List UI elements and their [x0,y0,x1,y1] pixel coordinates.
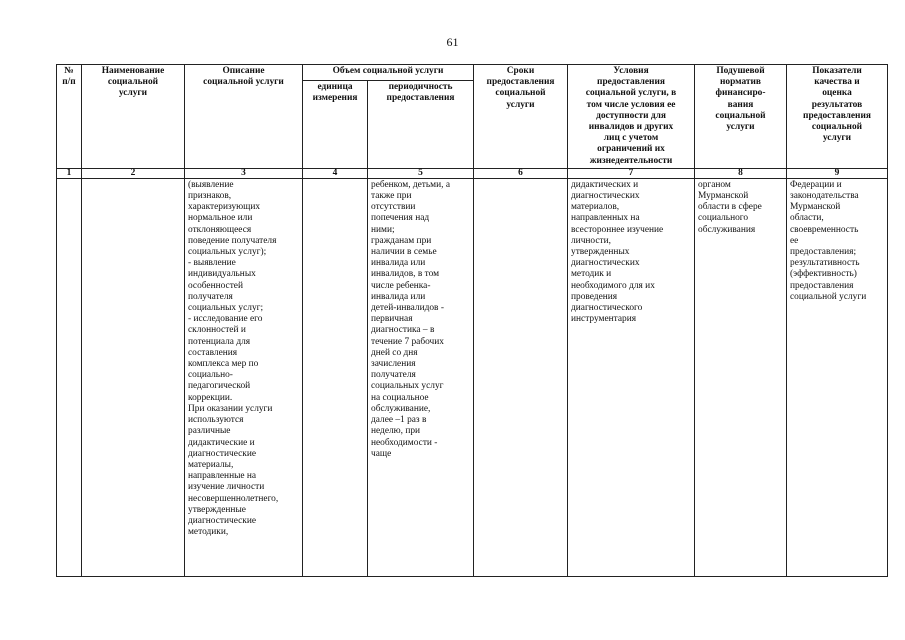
header-quality-indicators: Показатели качества и оценка результатов предоставления социальной услуги [787,65,888,169]
header-number: № п/п [57,65,82,169]
cell-funding-standard: органом Мурманской области в сфере социального обслуживания [695,178,787,576]
cell-service-name [82,178,185,576]
column-number: 6 [474,168,568,178]
cell-number [57,178,82,576]
social-services-table [56,64,888,577]
header-service-description: Описание социальной услуги [185,65,303,169]
page-number: 61 [446,35,459,49]
cell-unit [303,178,368,576]
cell-periodicity: ребенком, детьми, а также при отсутствии попечения над ними; гражданам при наличии в семье инвалида или инвалидов, в том числе ребенка- инвалида или детей-инвалидов - первичная диагностика – в течение 7 рабочих дней со дня зачисления получателя социальных услуг на социальное обслуживание, далее –1 раз в неделю, при необходимости - чаще [368,178,474,576]
table-row [57,178,888,576]
cell-service-conditions: дидактических и диагностических материалов, направленных на всестороннее изучение личности, утвержденных диагностических методик и необходимого для их проведения диагностического инструментария [568,178,695,576]
column-number: 9 [787,168,888,178]
cell-service-description: (выявление признаков, характеризующих нормальное или отклоняющееся поведение получателя социальных услуг); - выявление индивидуальных особенностей получателя социальных услуг; - исследование его склонностей и потенциала для составления комплекса мер по социально- педагогической коррекции. При оказании услуги используются различные дидактические и диагностические материалы, направленные на изучение личности несовершеннолетнего, утвержденные диагностические методики, [185,178,303,576]
column-number: 8 [695,168,787,178]
header-unit: единица измерения [303,81,368,169]
header-periodicity: периодичность предоставления [368,81,474,169]
column-number: 2 [82,168,185,178]
cell-service-terms [474,178,568,576]
column-number: 5 [368,168,474,178]
column-number: 7 [568,168,695,178]
column-number: 1 [57,168,82,178]
header-service-conditions: Условия предоставления социальной услуги, в том числе условия ее доступности для инвалидов и других лиц с учетом ограничений их жизнедеятельности [568,65,695,169]
column-number: 4 [303,168,368,178]
header-service-name: Наименование социальной услуги [82,65,185,169]
header-funding-standard: Подушевой норматив финансиро- вания социальной услуги [695,65,787,169]
header-service-volume: Объем социальной услуги [303,65,474,81]
column-number: 3 [185,168,303,178]
column-number-row [57,168,888,178]
cell-quality-indicators: Федерации и законодательства Мурманской области, своевременность ее предоставления; результативность (эффективность) предоставления социальной услуги [787,178,888,576]
header-row-top [57,65,888,81]
header-service-terms: Сроки предоставления социальной услуги [474,65,568,169]
